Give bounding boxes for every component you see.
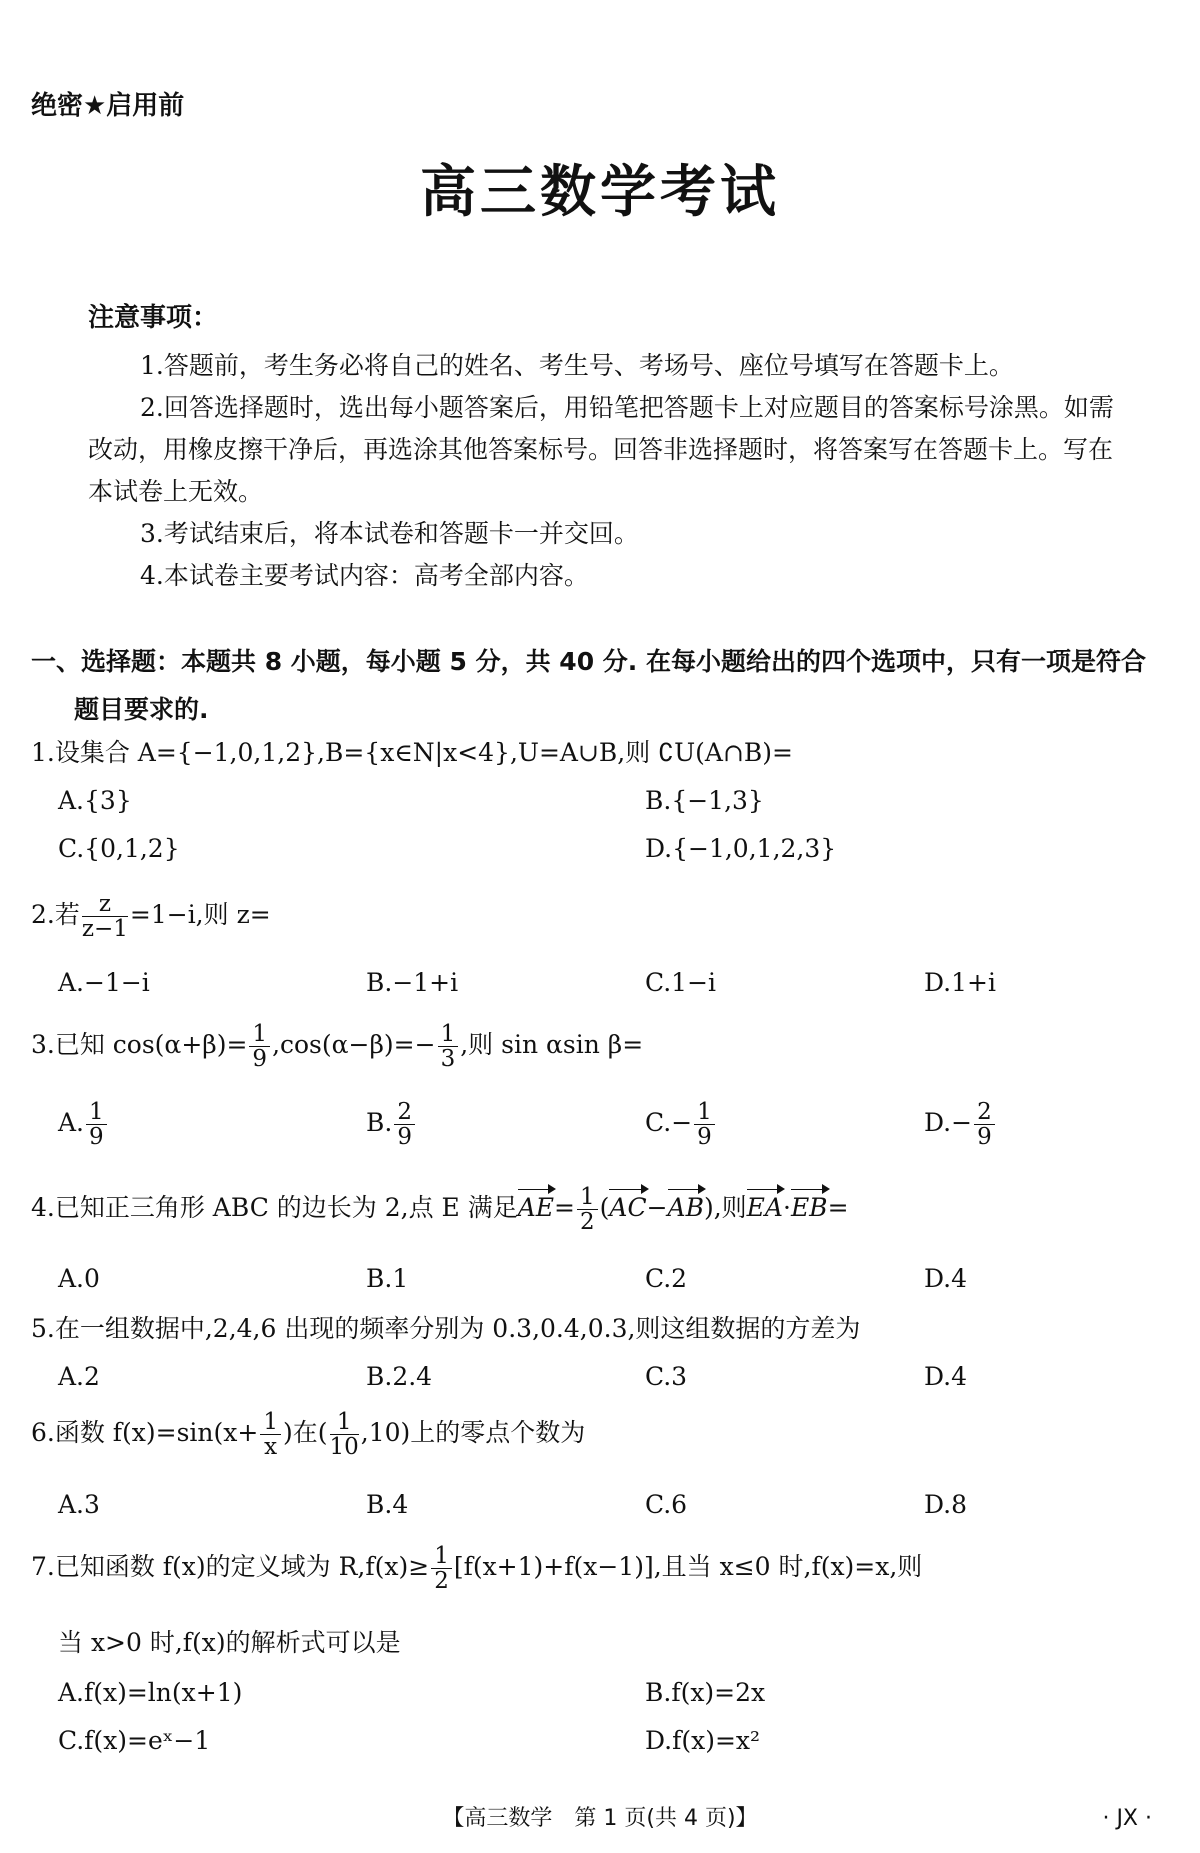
option-label: A. [58,1108,85,1138]
fraction-denominator: 9 [252,1046,268,1073]
question-2-option-b: B.−1+i [366,968,459,997]
fraction-denominator: 9 [977,1124,992,1151]
notice-item: 4.本试卷主要考试内容：高考全部内容。 [140,561,589,590]
section-line: 一、选择题：本题共 8 小题，每小题 5 分，共 40 分. 在每小题给出的四个选项中，只有一项是符合 [31,647,1147,676]
option-sign: − [671,1108,693,1138]
question-2-text: =1−i,则 z= [129,900,271,930]
fraction-numerator: 2 [394,1100,415,1125]
equals-sign: = [554,1193,575,1223]
question-4-text: 4.已知正三角形 ABC 的边长为 2,点 E 满足 [31,1193,518,1223]
question-4-option-b: B.1 [366,1264,409,1293]
notice-item: 2.回答选择题时，选出每小题答案后，用铅笔把答题卡上对应题目的答案标号涂黑。如需改动，用橡皮擦干净后，再选涂其他答案标号。回答非选择题时，将答案写在答题卡上。写在本试卷上无效。 [88,393,1114,506]
question-7-option-a: A.f(x)=ln(x+1) [58,1678,243,1707]
fraction-numerator: 1 [330,1410,359,1435]
exam-code: · JX · [1102,1806,1152,1831]
fraction-denominator: 9 [89,1124,104,1151]
question-7-option-d: D.f(x)=x² [645,1726,761,1755]
option-label: B. [366,1108,393,1138]
question-2-text: 2.若 [31,900,80,930]
question-1-option-a: A.{3} [58,786,132,815]
vector-ac: AC [609,1193,647,1223]
question-5-stem: 5.在一组数据中,2,4,6 出现的频率分别为 0.3,0.4,0.3,则这组数据的方差为 [31,1314,861,1343]
question-2-option-a: A.−1−i [58,968,150,997]
vector-ab: AB [667,1193,704,1223]
question-5-option-c: C.3 [645,1362,688,1391]
question-7-stem [31,1544,922,1593]
option-label: C. [645,1108,672,1138]
paren-open: ( [599,1193,610,1223]
question-1-stem: 1.设集合 A={−1,0,1,2},B={x∈N|x<4},U=A∪B,则 ∁U(A∩B)= [31,738,793,767]
question-7-option-b: B.f(x)=2x [645,1678,766,1707]
question-4-text: ),则 [703,1193,747,1223]
question-4-option-d: D.4 [924,1264,968,1293]
question-6-text: 6.函数 f(x)=sin(x+ [31,1418,259,1448]
question-7-option-c: C.f(x)=eˣ−1 [58,1726,211,1755]
question-1-option-b: B.{−1,3} [645,786,764,815]
fraction [82,892,128,941]
fraction [249,1022,270,1071]
question-3-option-d [924,1100,997,1149]
fraction-denominator: 9 [697,1124,712,1151]
question-6-option-c: C.6 [645,1490,688,1519]
vector-eb: EB [790,1193,828,1223]
question-1-option-c: C.{0,1,2} [58,834,180,863]
question-6-text: ,10)上的零点个数为 [360,1418,586,1448]
question-4-option-a: A.0 [58,1264,100,1293]
fraction [577,1185,598,1234]
question-3-text: ,cos(α−β)=− [272,1030,436,1060]
question-2-option-c: C.1−i [645,968,717,997]
section-line: 题目要求的. [74,695,209,724]
fraction-denominator: 3 [440,1046,456,1073]
fraction-numerator: 1 [249,1022,270,1047]
question-4-text: = [827,1193,849,1223]
fraction [438,1022,459,1071]
fraction-denominator: 2 [579,1209,595,1236]
fraction [260,1410,281,1459]
vector-ea: EA [746,1193,783,1223]
fraction-numerator: 1 [694,1100,715,1125]
notice-list [88,345,1128,597]
fraction-numerator: 1 [260,1410,281,1435]
question-6-text: )在( [282,1418,328,1448]
fraction [974,1100,995,1149]
fraction-numerator: 1 [431,1544,452,1569]
question-6-stem [31,1410,585,1459]
section-heading [31,638,1171,734]
fraction-numerator: z [82,892,128,917]
fraction-denominator: 10 [329,1434,359,1461]
fraction-numerator: 1 [438,1022,459,1047]
option-sign: − [951,1108,973,1138]
question-2-option-d: D.1+i [924,968,996,997]
fraction [330,1410,359,1459]
question-3-option-a [58,1100,109,1149]
fraction-denominator: x [264,1434,278,1461]
question-6-option-d: D.8 [924,1490,968,1519]
notice-item: 1.答题前，考生务必将自己的姓名、考生号、考场号、座位号填写在答题卡上。 [140,351,1014,380]
question-6-option-b: B.4 [366,1490,409,1519]
vector-ae: AE [517,1193,555,1223]
question-5-option-d: D.4 [924,1362,968,1391]
page-footer: 【高三数学 第 1 页(共 4 页)】 [442,1806,758,1831]
fraction [86,1100,107,1149]
fraction-numerator: 2 [974,1100,995,1125]
fraction [394,1100,415,1149]
question-3-text: 3.已知 cos(α+β)= [31,1030,248,1060]
question-6-option-a: A.3 [58,1490,100,1519]
question-3-option-c [645,1100,717,1149]
question-1-option-d: D.{−1,0,1,2,3} [645,834,837,863]
question-4-stem [31,1185,849,1234]
fraction [431,1544,452,1593]
fraction-denominator: 2 [434,1568,449,1595]
dot-operator: · [782,1193,791,1223]
fraction [694,1100,715,1149]
question-5-option-b: B.2.4 [366,1362,433,1391]
fraction-denominator: z−1 [81,916,128,943]
notice-heading: 注意事项： [88,303,219,333]
fraction-numerator: 1 [577,1185,598,1210]
page-title: 高三数学考试 [420,160,780,225]
question-3-option-b [366,1100,417,1149]
question-7-stem-line2: 当 x>0 时,f(x)的解析式可以是 [58,1628,401,1657]
question-7-text: [f(x+1)+f(x−1)],且当 x≤0 时,f(x)=x,则 [453,1552,923,1582]
minus-sign: − [646,1193,668,1223]
fraction-denominator: 9 [397,1124,412,1151]
fraction-numerator: 1 [86,1100,107,1125]
question-3-text: ,则 sin αsin β= [460,1030,644,1060]
question-7-text: 7.已知函数 f(x)的定义域为 R,f(x)≥ [31,1552,430,1582]
option-label: D. [924,1108,952,1138]
confidential-label: 绝密★启用前 [31,91,185,121]
question-5-option-a: A.2 [58,1362,100,1391]
notice-item: 3.考试结束后，将本试卷和答题卡一并交回。 [140,519,639,548]
question-3-stem [31,1022,643,1071]
question-4-option-c: C.2 [645,1264,688,1293]
question-2-stem [31,892,271,941]
